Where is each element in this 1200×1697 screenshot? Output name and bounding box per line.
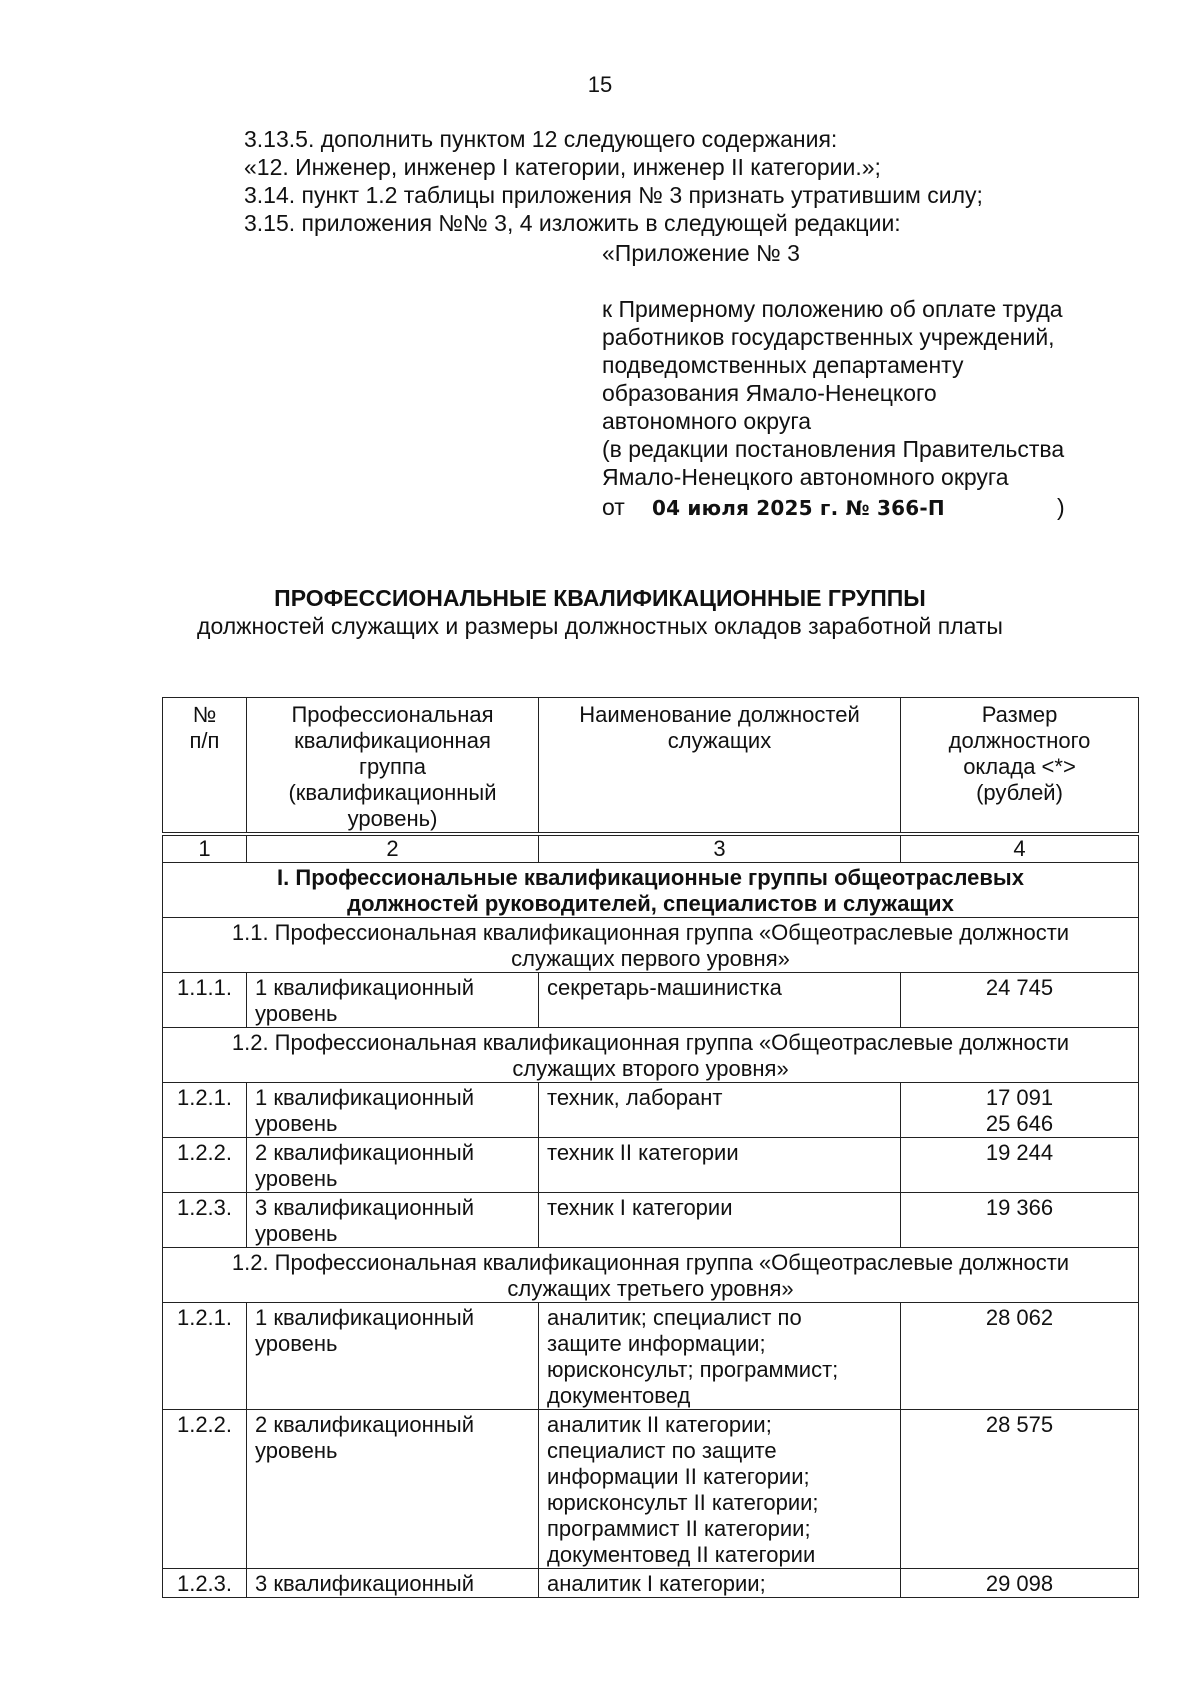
row-level: 1 квалификационный уровень [247, 973, 539, 1028]
intro-line: 3.15. приложения №№ 3, 4 изложить в следующей редакции: [244, 210, 901, 236]
intro-line: 3.14. пункт 1.2 таблицы приложения № 3 признать утратившим силу; [244, 182, 983, 208]
row-salary: 19 244 [901, 1138, 1139, 1193]
appendix-line: (в редакции постановления Правительства [602, 436, 1065, 462]
section-subtitle: должностей служащих и размеры должностных окладов заработной платы [197, 613, 1003, 639]
row-level: 3 квалификационный уровень [247, 1193, 539, 1248]
header-positions: Наименование должностей служащих [539, 698, 901, 835]
group-header: I. Профессиональные квалификационные группы общеотраслевых должностей руководителей, специалистов и служащих [163, 863, 1139, 918]
row-number: 1.1.1. [163, 973, 247, 1028]
row-salary: 24 745 [901, 973, 1139, 1028]
row-positions: техник I категории [539, 1193, 901, 1248]
table-row [163, 1138, 1139, 1193]
header-num: № п/п [163, 698, 247, 835]
row-positions: аналитик; специалист по защите информации; юрисконсульт; программист; документовед [539, 1303, 901, 1410]
appendix-line: автономного округа [602, 408, 811, 434]
decree-stamp: 04 июля 2025 г. № 366-П [652, 496, 945, 520]
row-positions: техник II категории [539, 1138, 901, 1193]
row-number: 1.2.3. [163, 1193, 247, 1248]
row-salary: 28 062 [901, 1303, 1139, 1410]
table-row [163, 1303, 1139, 1410]
table-row [163, 1410, 1139, 1569]
row-positions: техник, лаборант [539, 1083, 901, 1138]
subgroup-title: 1.2. Профессиональная квалификационная группа «Общеотраслевые должности служащих третьего уровня» [163, 1248, 1139, 1303]
column-number: 2 [247, 834, 539, 863]
row-level: 1 квалификационный уровень [247, 1083, 539, 1138]
intro-line: «12. Инженер, инженер I категории, инженер II категории.»; [244, 154, 881, 180]
subgroup-row [163, 1028, 1139, 1083]
decree-line [602, 493, 1064, 522]
row-level: 2 квалификационный уровень [247, 1410, 539, 1569]
subgroup-title: 1.1. Профессиональная квалификационная группа «Общеотраслевые должности служащих первого уровня» [163, 918, 1139, 973]
appendix-line: подведомственных департаменту [602, 352, 964, 378]
appendix-header [602, 239, 1064, 522]
subgroup-title: 1.2. Профессиональная квалификационная группа «Общеотраслевые должности служащих второго уровня» [163, 1028, 1139, 1083]
appendix-line: образования Ямало-Ненецкого [602, 380, 937, 406]
header-group: Профессиональная квалификационная группа (квалификационный уровень) [247, 698, 539, 835]
column-number: 4 [901, 834, 1139, 863]
table-row [163, 1083, 1139, 1138]
row-positions: аналитик I категории; [539, 1569, 901, 1598]
group-header-row [163, 863, 1139, 918]
row-number: 1.2.3. [163, 1569, 247, 1598]
row-salary: 19 366 [901, 1193, 1139, 1248]
decree-prefix: от [602, 494, 625, 520]
row-salary: 28 575 [901, 1410, 1139, 1569]
row-level: 1 квалификационный уровень [247, 1303, 539, 1410]
row-number: 1.2.1. [163, 1303, 247, 1410]
salary-table [162, 697, 1139, 1598]
appendix-line: Ямало-Ненецкого автономного округа [602, 464, 1009, 490]
page-number: 15 [587, 72, 613, 97]
row-number: 1.2.1. [163, 1083, 247, 1138]
subgroup-row [163, 1248, 1139, 1303]
table-header-row [163, 698, 1139, 835]
header-salary: Размер должностного оклада <*> (рублей) [901, 698, 1139, 835]
column-number: 3 [539, 834, 901, 863]
column-number-row [163, 834, 1139, 863]
appendix-title: «Приложение № 3 [602, 240, 800, 266]
section-title: ПРОФЕССИОНАЛЬНЫЕ КВАЛИФИКАЦИОННЫЕ ГРУППЫ [274, 585, 926, 611]
row-positions: аналитик II категории; специалист по защите информации II категории; юрисконсульт II категории; программист II категории; документовед II категории [539, 1410, 901, 1569]
column-number: 1 [163, 834, 247, 863]
decree-suffix: ) [1057, 494, 1065, 520]
row-salary: 17 091 25 646 [901, 1083, 1139, 1138]
row-level: 2 квалификационный уровень [247, 1138, 539, 1193]
subgroup-row [163, 918, 1139, 973]
row-level: 3 квалификационный [247, 1569, 539, 1598]
section-heading [0, 584, 1200, 640]
table-row [163, 1193, 1139, 1248]
intro-paragraphs [244, 125, 983, 237]
table-row [163, 973, 1139, 1028]
row-positions: секретарь-машинистка [539, 973, 901, 1028]
appendix-line: к Примерному положению об оплате труда [602, 296, 1063, 322]
table-row [163, 1569, 1139, 1598]
appendix-line: работников государственных учреждений, [602, 324, 1055, 350]
row-number: 1.2.2. [163, 1138, 247, 1193]
row-number: 1.2.2. [163, 1410, 247, 1569]
row-salary: 29 098 [901, 1569, 1139, 1598]
intro-line: 3.13.5. дополнить пунктом 12 следующего содержания: [244, 126, 838, 152]
